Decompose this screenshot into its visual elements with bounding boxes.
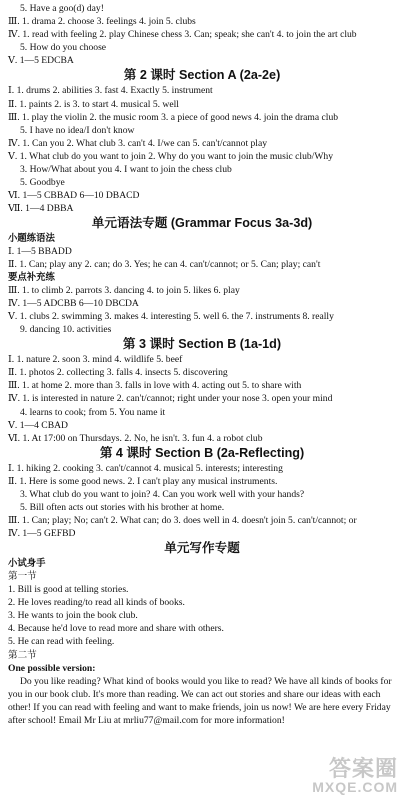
version-label: One possible version: (8, 662, 96, 674)
key-points-answers (8, 284, 396, 336)
answer-line: Ⅳ. 1. is interested in nature 2. can't/cannot; right under your nose 3. open your mind (8, 393, 333, 405)
answer-line: 3. How/What about you 4. I want to join the chess club (20, 164, 232, 176)
essay-line: you in our book club. It's more than reading. We can act out stories and share our ideas with each (8, 688, 381, 700)
answer-line: 9. dancing 10. activities (20, 324, 112, 336)
answer-line: 5. How do you choose (20, 42, 107, 54)
essay-line: after school! Email Mr Liu at mrliu77@mail.com for more information! (8, 715, 285, 726)
answer-line: Ⅰ. 1—5 BBADD (8, 246, 72, 257)
answer-line: 5. Have a goo(d) day! (20, 3, 104, 14)
answer-line: Ⅰ. 1. hiking 2. cooking 3. can't/cannot 4. musical 5. interests; interesting (8, 462, 283, 474)
lesson-4-heading: 第 4 课时 Section B (2a-Reflecting) (99, 445, 305, 460)
answer-line: Ⅳ. 1—5 ADCBB 6—10 DBCDA (8, 297, 139, 309)
part-one-label: 第一节 (8, 570, 37, 582)
grammar-practice-answers (8, 245, 396, 271)
answer-line: 2. He loves reading/to read all kinds of books. (8, 597, 185, 609)
sample-essay (8, 675, 396, 727)
part-one-answers (8, 583, 396, 648)
answer-line: 5. Bill often acts out stories with his brother at home. (20, 502, 225, 514)
answer-line: 3. What club do you want to join? 4. Can you work well with your hands? (20, 489, 305, 500)
essay-line: Do you like reading? What kind of books would you like to read? We have all kinds of books for (20, 675, 392, 687)
grammar-focus-heading: 单元语法专题 (Grammar Focus 3a-3d) (91, 216, 313, 231)
site-watermark (312, 758, 398, 794)
answer-line: Ⅵ. 1—5 CBBAD 6—10 DBACD (8, 190, 140, 202)
answer-line: Ⅰ. 1. drums 2. abilities 3. fast 4. Exactly 5. instrument (8, 85, 213, 97)
answer-line: Ⅲ. 1. drama 2. choose 3. feelings 4. join 5. clubs (8, 16, 196, 28)
answer-line: Ⅴ. 1. What club do you want to join 2. Why do you want to join the music club/Why (8, 150, 333, 162)
answer-line: 5. I have no idea/I don't know (20, 124, 135, 136)
lesson-2-answers (8, 84, 396, 215)
answer-line: 4. learns to cook; from 5. You name it (20, 406, 166, 418)
answer-line: Ⅱ. 1. Here is some good news. 2. I can't play any musical instruments. (8, 475, 278, 487)
watermark-url-text: MXQE.COM (312, 779, 398, 795)
answer-line: Ⅴ. 1. clubs 2. swimming 3. makes 4. interesting 5. well 6. the 7. instruments 8. really (8, 310, 334, 322)
answer-line: Ⅱ. 1. Can; play any 2. can; do 3. Yes; he can 4. can't/cannot; or 5. Can; play; can't (8, 259, 321, 271)
section-a-answers (8, 2, 396, 67)
lesson-3-heading: 第 3 课时 Section B (1a-1d) (122, 337, 282, 352)
answer-line: Ⅲ. 1. to climb 2. parrots 3. dancing 4. to join 5. likes 6. play (8, 284, 240, 296)
lesson-4-answers (8, 462, 396, 541)
grammar-practice-subtitle: 小题练语法 (8, 232, 55, 244)
answer-line: Ⅳ. 1—5 GEFBD (8, 528, 76, 540)
answer-line: Ⅴ. 1—4 CBAD (8, 419, 68, 431)
answer-line: 5. He can read with feeling. (8, 636, 115, 648)
answer-line: Ⅵ. 1. At 17:00 on Thursdays. 2. No, he isn't. 3. fun 4. a robot club (8, 432, 263, 444)
part-two-label: 第二节 (8, 649, 37, 661)
answer-line: Ⅲ. 1. at home 2. more than 3. falls in love with 4. acting out 5. to share with (8, 380, 302, 392)
try-it-subtitle: 小试身手 (8, 557, 46, 569)
answer-line: Ⅳ. 1. Can you 2. What club 3. can't 4. I/we can 5. can't/cannot play (8, 137, 268, 149)
answer-line: Ⅶ. 1—4 DBBA (8, 203, 74, 215)
answer-line: Ⅴ. 1—5 EDCBA (8, 55, 74, 67)
answer-line: 5. Goodbye (20, 177, 65, 189)
lesson-3-answers (8, 353, 396, 445)
answer-line: Ⅱ. 1. paints 2. is 3. to start 4. musical 5. well (8, 98, 179, 110)
answer-line: Ⅱ. 1. photos 2. collecting 3. falls 4. insects 5. discovering (8, 367, 228, 379)
watermark-logo-text: 答案圈 (328, 756, 398, 781)
answer-line: 4. Because he'd love to read more and share with others. (8, 623, 224, 635)
answer-line: 3. He wants to join the book club. (8, 610, 138, 622)
answer-line: Ⅳ. 1. read with feeling 2. play Chinese chess 3. Can; speak; she can't 4. to join the art club (8, 29, 357, 41)
lesson-2-heading: 第 2 课时 Section A (2a-2e) (123, 68, 281, 83)
key-points-subtitle: 要点补充练 (8, 271, 55, 283)
answer-line: 1. Bill is good at telling stories. (8, 584, 129, 596)
writing-heading: 单元写作专题 (164, 541, 240, 556)
answer-line: Ⅲ. 1. play the violin 2. the music room 3. a piece of good news 4. join the drama club (8, 111, 339, 123)
answer-line: Ⅰ. 1. nature 2. soon 3. mind 4. wildlife 5. beef (8, 354, 183, 366)
answer-line: Ⅲ. 1. Can; play; No; can't 2. What can; do 3. does well in 4. doesn't join 5. can't/cannot; or (8, 515, 357, 527)
essay-line: other! If you can read with feeling and want to make friends, join us now! We are here every Friday (8, 701, 391, 713)
